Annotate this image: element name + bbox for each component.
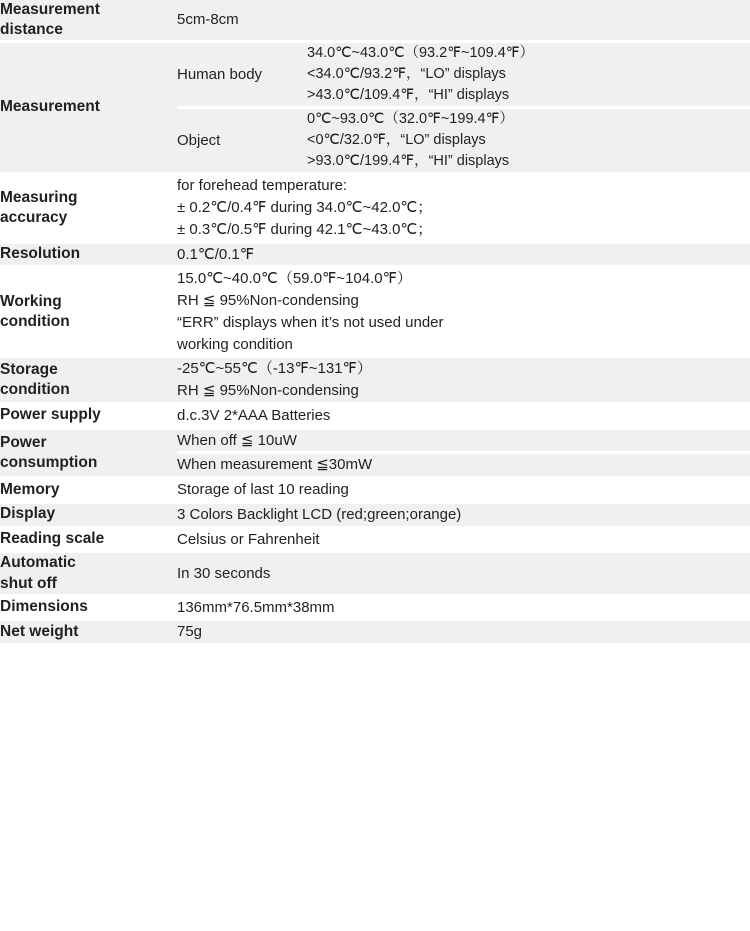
row-label: Power consumption bbox=[0, 430, 177, 477]
measurement-subtable bbox=[177, 43, 750, 172]
row-label: Measurement bbox=[0, 43, 177, 172]
sub-row bbox=[177, 454, 750, 476]
sub-row bbox=[177, 109, 750, 172]
power-consumption-subtable bbox=[177, 430, 750, 477]
sub-row-label: Object bbox=[177, 109, 307, 172]
table-row bbox=[0, 553, 750, 593]
table-row bbox=[0, 175, 750, 240]
row-label: Display bbox=[0, 504, 177, 526]
table-row bbox=[0, 43, 750, 172]
table-row bbox=[0, 0, 750, 40]
row-value: 75g bbox=[177, 621, 750, 643]
row-label: Automatic shut off bbox=[0, 553, 177, 593]
row-value: In 30 seconds bbox=[177, 553, 750, 593]
row-label: Power supply bbox=[0, 405, 177, 427]
row-label: Measurement distance bbox=[0, 0, 177, 40]
sub-row-value: When measurement ≦30mW bbox=[177, 454, 750, 476]
table-row bbox=[0, 529, 750, 551]
row-label: Memory bbox=[0, 479, 177, 501]
row-value bbox=[177, 430, 750, 477]
table-row bbox=[0, 621, 750, 643]
row-value: Celsius or Fahrenheit bbox=[177, 529, 750, 551]
row-value bbox=[177, 43, 750, 172]
sub-row bbox=[177, 430, 750, 452]
row-value: for forehead temperature: ± 0.2℃/0.4℉ during 34.0℃~42.0℃； ± 0.3℃/0.5℉ during 42.1℃~43.0℃； bbox=[177, 175, 750, 240]
table-row bbox=[0, 405, 750, 427]
row-value: d.c.3V 2*AAA Batteries bbox=[177, 405, 750, 427]
row-value: 15.0℃~40.0℃（59.0℉~104.0℉） RH ≦ 95%Non-condensing “ERR” displays when it’s not used under working condition bbox=[177, 268, 750, 355]
table-row bbox=[0, 268, 750, 355]
row-label: Dimensions bbox=[0, 597, 177, 619]
sub-row-value: When off ≦ 10uW bbox=[177, 430, 750, 452]
table-row bbox=[0, 504, 750, 526]
row-label: Resolution bbox=[0, 244, 177, 266]
row-label: Working condition bbox=[0, 268, 177, 355]
row-value: 5cm-8cm bbox=[177, 0, 750, 40]
table-row bbox=[0, 430, 750, 477]
row-label: Storage condition bbox=[0, 358, 177, 402]
row-label: Net weight bbox=[0, 621, 177, 643]
table-bottom-spacer bbox=[0, 643, 750, 663]
row-value: -25℃~55℃（-13℉~131℉） RH ≦ 95%Non-condensing bbox=[177, 358, 750, 402]
sub-row bbox=[177, 43, 750, 106]
row-value: 0.1℃/0.1℉ bbox=[177, 244, 750, 266]
row-label: Measuring accuracy bbox=[0, 175, 177, 240]
table-row bbox=[0, 358, 750, 402]
sub-row-value: 34.0℃~43.0℃（93.2℉~109.4℉） <34.0℃/93.2℉，“LO” displays >43.0℃/109.4℉，“HI” displays bbox=[307, 43, 750, 106]
sub-row-label: Human body bbox=[177, 43, 307, 106]
row-label: Reading scale bbox=[0, 529, 177, 551]
table-row bbox=[0, 597, 750, 619]
table-row bbox=[0, 479, 750, 501]
row-value: 3 Colors Backlight LCD (red;green;orange) bbox=[177, 504, 750, 526]
sub-row-value: 0℃~93.0℃（32.0℉~199.4℉） <0℃/32.0℉，“LO” displays >93.0℃/199.4℉，“HI” displays bbox=[307, 109, 750, 172]
row-value: 136mm*76.5mm*38mm bbox=[177, 597, 750, 619]
row-value: Storage of last 10 reading bbox=[177, 479, 750, 501]
table-row bbox=[0, 244, 750, 266]
